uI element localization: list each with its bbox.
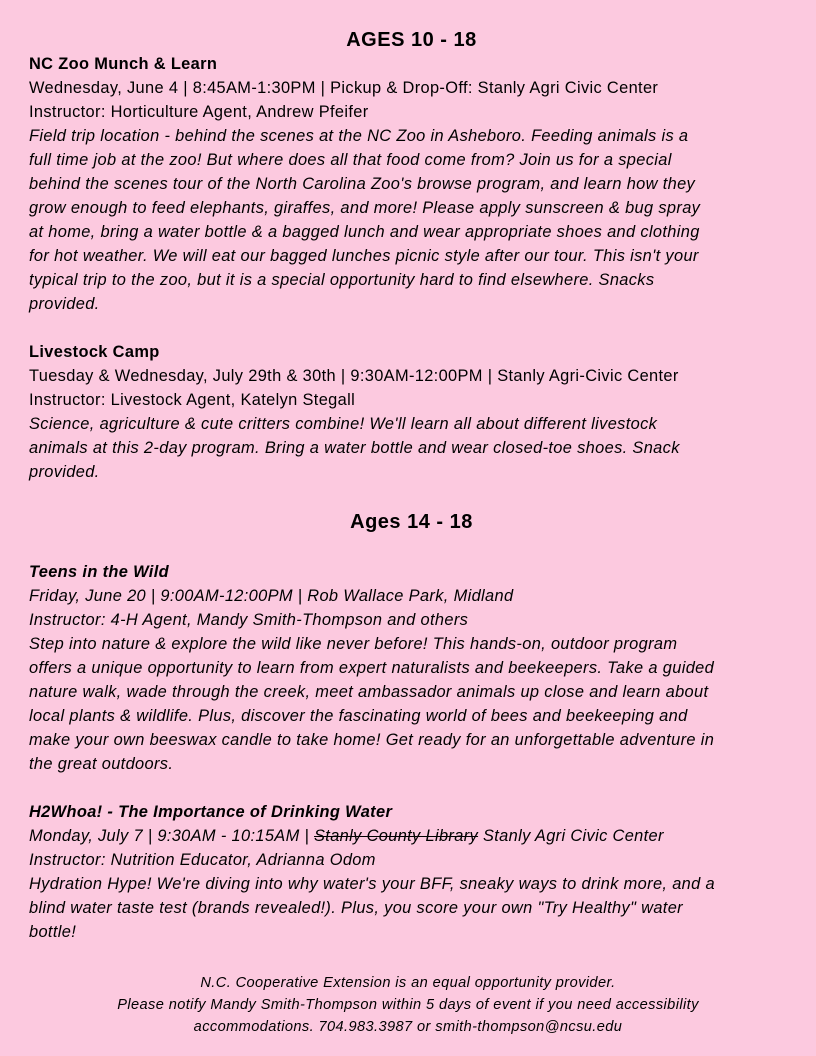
event-when-prefix: Monday, July 7 | 9:30AM - 10:15AM |	[29, 827, 315, 845]
event-description-line: provided.	[29, 463, 100, 481]
footer-line: accommodations. 704.983.3987 or smith-thompson@ncsu.edu	[193, 1019, 623, 1035]
event-description-line: the great outdoors.	[29, 755, 174, 773]
event-description-line: for hot weather. We will eat our bagged lunches picnic style after our tour. This isn't your	[29, 247, 699, 265]
event-description-line: grow enough to feed elephants, giraffes, and more! Please apply sunscreen & bug spray	[29, 199, 701, 217]
event-nc-zoo-munch-learn	[29, 52, 794, 316]
event-description-line: provided.	[29, 295, 100, 313]
footer-line: Please notify Mandy Smith-Thompson within 5 days of event if you need accessibility	[117, 997, 699, 1013]
event-when-where: Wednesday, June 4 | 8:45AM-1:30PM | Pickup & Drop-Off: Stanly Agri Civic Center	[29, 79, 659, 97]
struck-location: Stanly County Library	[314, 827, 479, 845]
event-description-line: bottle!	[29, 923, 77, 941]
footer-notice	[0, 972, 816, 1038]
event-instructor: Instructor: Horticulture Agent, Andrew Pfeifer	[29, 103, 369, 121]
section-heading-ages-10-18: AGES 10 - 18	[346, 29, 477, 51]
event-title: NC Zoo Munch & Learn	[29, 55, 218, 73]
event-description-line: offers a unique opportunity to learn from expert naturalists and beekeepers. Take a guided	[29, 659, 715, 677]
event-title: H2Whoa! - The Importance of Drinking Water	[29, 803, 393, 821]
event-description-line: animals at this 2-day program. Bring a water bottle and wear closed-toe shoes. Snack	[29, 439, 680, 457]
spacer	[29, 316, 794, 340]
event-description-line: blind water taste test (brands revealed!). Plus, you score your own "Try Healthy" water	[29, 899, 683, 917]
event-h2whoa	[29, 800, 794, 944]
event-when-where	[29, 824, 794, 848]
event-description-line: Hydration Hype! We're diving into why water's your BFF, sneaky ways to drink more, and a	[29, 875, 715, 893]
event-livestock-camp	[29, 340, 794, 484]
event-description-line: at home, bring a water bottle & a bagged lunch and wear appropriate shoes and clothing	[29, 223, 700, 241]
event-description-line: Step into nature & explore the wild like never before! This hands-on, outdoor program	[29, 635, 678, 653]
event-when-where: Friday, June 20 | 9:00AM-12:00PM | Rob Wallace Park, Midland	[29, 587, 514, 605]
event-title: Teens in the Wild	[29, 563, 169, 581]
event-title: Livestock Camp	[29, 343, 160, 361]
event-description-line: behind the scenes tour of the North Carolina Zoo's browse program, and learn how they	[29, 175, 696, 193]
event-description-line: local plants & wildlife. Plus, discover the fascinating world of bees and beekeeping and	[29, 707, 688, 725]
event-location: Stanly Agri Civic Center	[478, 827, 664, 845]
event-teens-in-the-wild	[29, 560, 794, 776]
event-description-line: Field trip location - behind the scenes at the NC Zoo in Asheboro. Feeding animals is a	[29, 127, 689, 145]
event-description-line: typical trip to the zoo, but it is a special opportunity hard to find elsewhere. Snacks	[29, 271, 655, 289]
event-instructor: Instructor: 4-H Agent, Mandy Smith-Thompson and others	[29, 611, 469, 629]
section-heading-ages-14-18: Ages 14 - 18	[350, 511, 473, 533]
event-description-line: nature walk, wade through the creek, meet ambassador animals up close and learn about	[29, 683, 709, 701]
event-instructor: Instructor: Livestock Agent, Katelyn Stegall	[29, 391, 356, 409]
event-when-where: Tuesday & Wednesday, July 29th & 30th | 9:30AM-12:00PM | Stanly Agri-Civic Center	[29, 367, 679, 385]
event-description-line: Science, agriculture & cute critters combine! We'll learn all about different livestock	[29, 415, 658, 433]
spacer	[29, 776, 794, 800]
event-description-line: full time job at the zoo! But where does all that food come from? Join us for a special	[29, 151, 672, 169]
footer-line: N.C. Cooperative Extension is an equal opportunity provider.	[200, 975, 616, 991]
event-instructor: Instructor: Nutrition Educator, Adrianna Odom	[29, 851, 376, 869]
event-description-line: make your own beeswax candle to take home! Get ready for an unforgettable adventure in	[29, 731, 715, 749]
